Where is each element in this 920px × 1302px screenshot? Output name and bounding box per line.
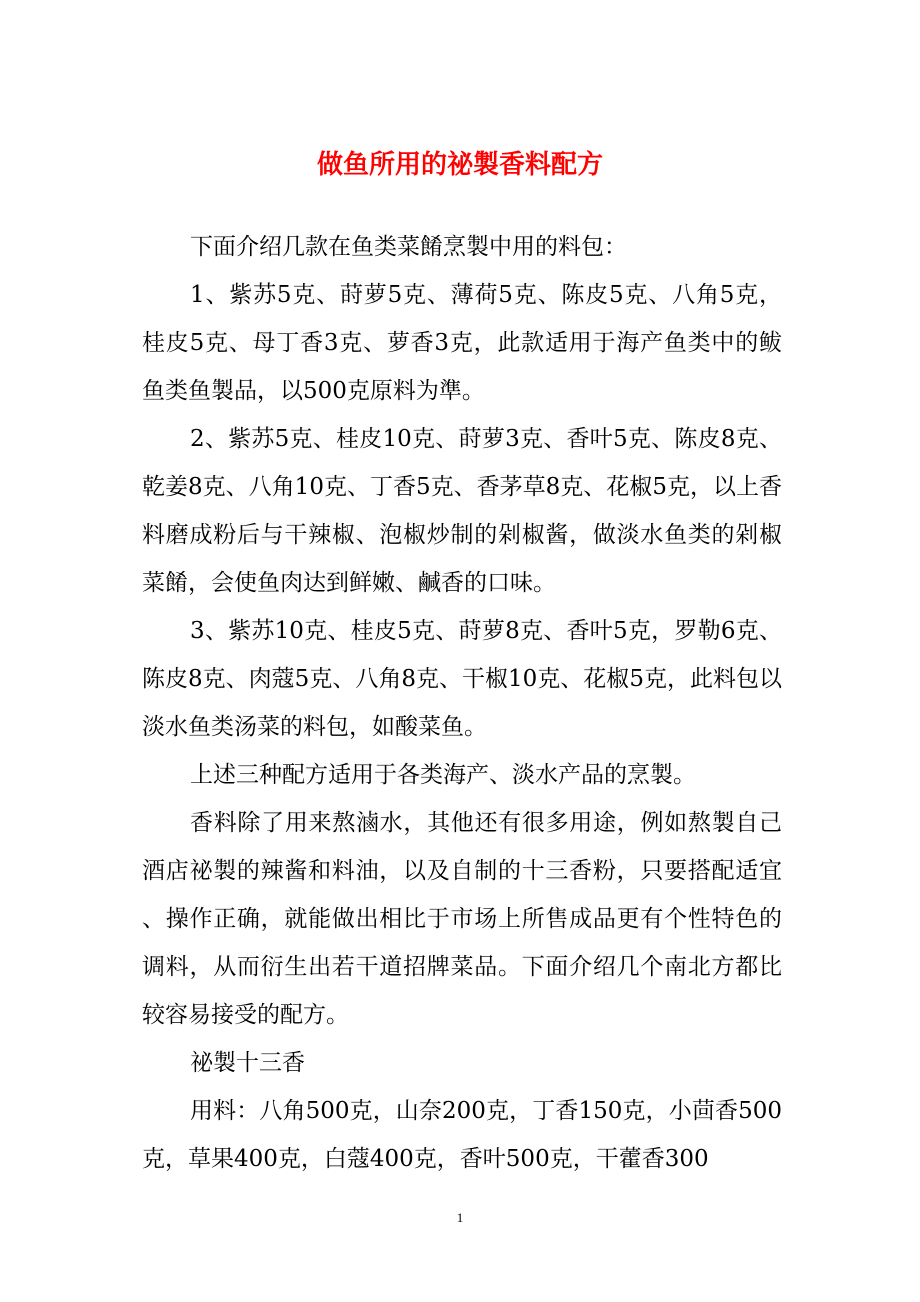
document-title: 做鱼所用的祕製香料配方 — [316, 150, 603, 180]
page-number: 1 — [456, 1210, 464, 1225]
paragraph-summary: 上述三种配方适用于各类海产、淡水产品的烹製。 — [190, 762, 696, 788]
paragraph-recipe-3: 3、紫苏10克、桂皮5克、莳萝8克、香叶5克，罗勒6克、陈皮8克、肉蔻5克、八角8克、干椒10克、花椒5克，此料包以淡水鱼类汤菜的料包，如酸菜鱼。 — [142, 618, 782, 740]
paragraph-ingredients: 用料：八角500克，山奈200克，丁香150克，小茴香500克，草果400克，白蔻400克，香叶500克，干藿香300 — [142, 1098, 782, 1172]
paragraph-intro: 下面介绍几款在鱼类菜餚烹製中用的料包： — [190, 234, 627, 260]
paragraph-recipe-1: 1、紫苏5克、莳萝5克、薄荷5克、陈皮5克、八角5克，桂皮5克、母丁香3克、萝香3克，此款适用于海产鱼类中的鲅鱼类鱼製品，以500克原料为準。 — [142, 282, 782, 404]
paragraph-subheading: 祕製十三香 — [190, 1050, 305, 1076]
document-body — [142, 223, 782, 1183]
paragraph-recipe-2: 2、紫苏5克、桂皮10克、莳萝3克、香叶5克、陈皮8克、乾姜8克、八角10克、丁香5克、香茅草8克、花椒5克，以上香料磨成粉后与干辣椒、泡椒炒制的剁椒酱，做淡水鱼类的剁椒菜餚，会使鱼肉达到鲜嫩、鹹香的口味。 — [142, 426, 782, 596]
paragraph-uses: 香料除了用来熬滷水，其他还有很多用途，例如熬製自己酒店祕製的辣酱和料油，以及自制的十三香粉，只要搭配适宜、操作正确，就能做出相比于市场上所售成品更有个性特色的调料，从而衍生出若干道招牌菜品。下面介绍几个南北方都比较容易接受的配方。 — [142, 810, 782, 1028]
